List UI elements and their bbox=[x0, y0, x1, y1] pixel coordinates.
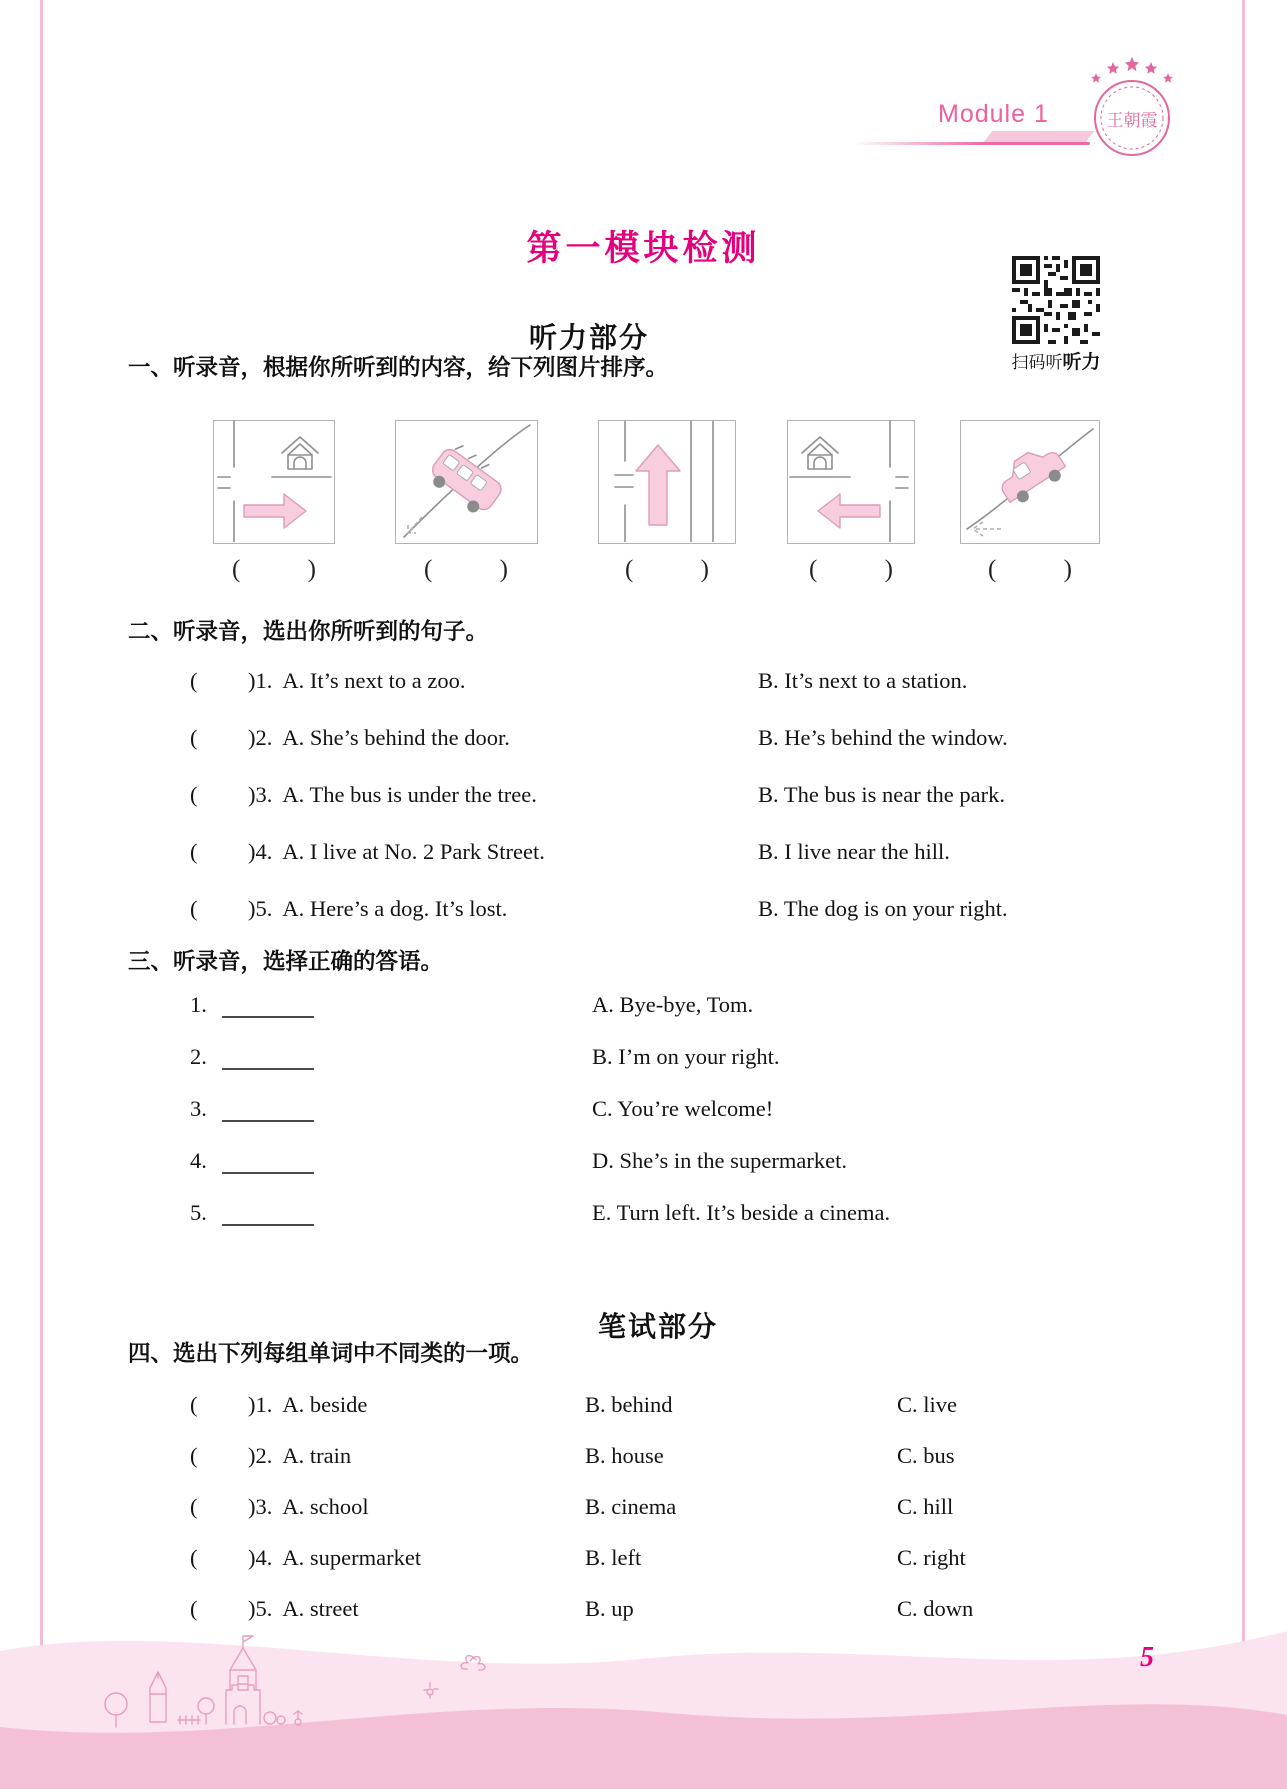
section1-header: 一、听录音，根据你所听到的内容，给下列图片排序。 bbox=[128, 355, 669, 380]
picture-bus-downhill bbox=[395, 420, 538, 544]
qr-caption-normal: 扫码听 bbox=[1011, 353, 1063, 372]
picture-turn-left bbox=[787, 420, 915, 544]
answer-blank bbox=[222, 994, 314, 1018]
answer-blank bbox=[222, 1046, 314, 1070]
castle-pencil-doodle bbox=[88, 1632, 518, 1737]
listening-part-heading: 听力部分 bbox=[528, 322, 649, 354]
section4-header: 四、选出下列每组单词中不同类的一项。 bbox=[128, 1341, 534, 1366]
section3-header: 三、听录音，选择正确的答语。 bbox=[128, 949, 444, 974]
page-title: 第一模块检测 bbox=[526, 229, 761, 269]
answer-blank bbox=[222, 1098, 314, 1122]
qr-caption-bold: 听力 bbox=[1062, 352, 1101, 373]
brand-stamp-icon bbox=[1078, 56, 1182, 160]
module-underline bbox=[852, 142, 1090, 145]
answer-paren-2: ( ) bbox=[424, 556, 508, 583]
worksheet-page: Module 1 王朝霞 第一模块检测 扫码听听力 听力部分 一、听录音，根据你所听到的内容，给下列图片排序。 ( ) ( ) ( ) ( ) ( ) 二、听录音，选出你所听到的句子。 ( )1. A. It’s next to a zoo. B. It’s next to a station. ( )2. A. She’s behind the door. B. He’s behind the window. ( )3. A. The bus is under the tree. B. The bus is near the park. ( )4. A. I live at No. 2 Park Street. B. I live near the hill. ( )5. A. Here’s a dog. It’s lost. B. The dog is on your right. 三、听录音，选择正确的答语。 1. A. Bye-bye, Tom. 2. B. I’m on your right. 3. C. You’re welcome! 4. D. She’s in the supermarket. 5. E. Turn left. It’s beside a cinema. 笔试部分 四、选出下列每组单词中不同类的一项。 ( )1. A. beside B. behind C. live ( )2. A. train B. house C. bus ( )3. A. school B. cinema C. hill ( )4. A. supermarket B. left C. right ( )5. A. street B. up C. down 5 bbox=[0, 0, 1287, 1789]
answer-paren-4: ( ) bbox=[809, 556, 893, 583]
page-border-right bbox=[1242, 0, 1245, 1789]
page-border-left bbox=[40, 0, 43, 1789]
stamp-text: 王朝霞 bbox=[1106, 111, 1158, 130]
answer-blank bbox=[222, 1202, 314, 1226]
answer-paren-5: ( ) bbox=[988, 556, 1072, 583]
page-number: 5 bbox=[1140, 1642, 1154, 1673]
answer-paren-1: ( ) bbox=[232, 556, 316, 583]
module-label: Module 1 bbox=[938, 100, 1049, 128]
picture-go-straight bbox=[598, 420, 736, 544]
picture-turn-right bbox=[213, 420, 335, 544]
written-part-heading: 笔试部分 bbox=[597, 1311, 718, 1343]
picture-car-uphill bbox=[960, 420, 1100, 544]
section2-header: 二、听录音，选出你所听到的句子。 bbox=[128, 619, 489, 644]
answer-paren-3: ( ) bbox=[625, 556, 709, 583]
answer-blank bbox=[222, 1150, 314, 1174]
